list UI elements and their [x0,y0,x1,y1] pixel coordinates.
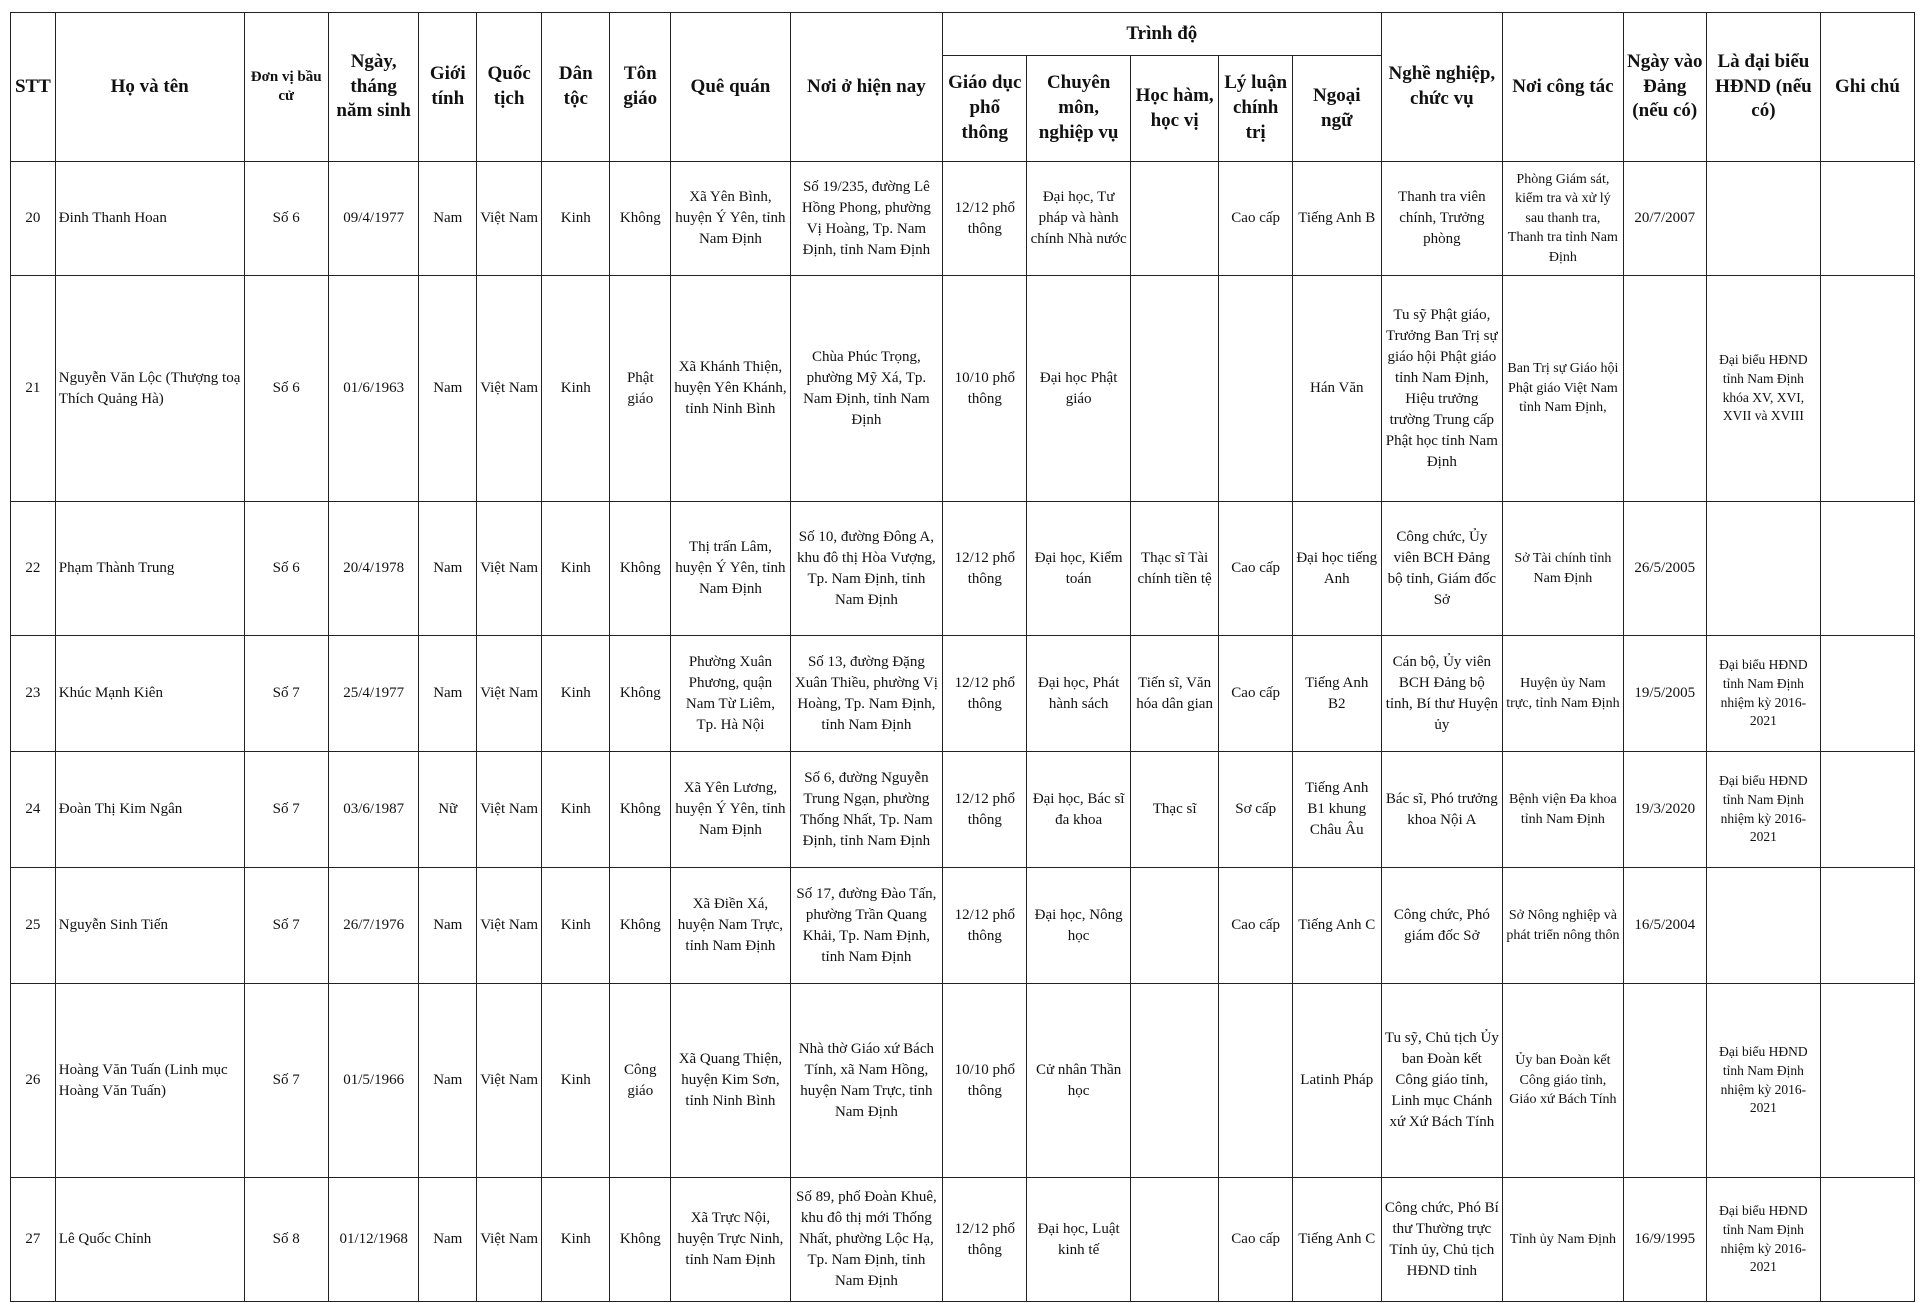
cell-gioi-tinh: Nam [419,636,477,752]
header-ngay-sinh: Ngày, tháng năm sinh [328,13,419,162]
cell-dai-bieu: Đại biểu HĐND tỉnh Nam Định nhiệm kỳ 2016-2021 [1706,752,1820,868]
cell-nghe-nghiep: Thanh tra viên chính, Trưởng phòng [1381,162,1503,276]
cell-que-quan: Xã Trực Nội, huyện Trực Ninh, tỉnh Nam Định [671,1178,790,1302]
cell-ngoai-ngu: Hán Văn [1292,276,1381,502]
cell-dai-bieu: Đại biểu HĐND tỉnh Nam Định khóa XV, XVI, XVII và XVIII [1706,276,1820,502]
cell-ngay-sinh: 20/4/1978 [328,502,419,636]
candidate-table [10,12,1915,1302]
cell-noi-cong-tac: Tỉnh ủy Nam Định [1503,1178,1624,1302]
cell-ngay-sinh: 25/4/1977 [328,636,419,752]
cell-nghe-nghiep: Công chức, Phó giám đốc Sở [1381,868,1503,984]
cell-don-vi: Số 7 [244,636,328,752]
header-ton-giao: Tôn giáo [610,13,671,162]
cell-ngay-vao-dang [1623,984,1706,1178]
cell-ho-ten: Đinh Thanh Hoan [55,162,244,276]
cell-dan-toc: Kinh [542,1178,610,1302]
cell-stt: 26 [11,984,56,1178]
cell-gioi-tinh: Nam [419,984,477,1178]
cell-stt: 20 [11,162,56,276]
cell-dan-toc: Kinh [542,636,610,752]
cell-ly-luan: Cao cấp [1219,502,1293,636]
cell-ngoai-ngu: Latinh Pháp [1292,984,1381,1178]
cell-dai-bieu: Đại biểu HĐND tỉnh Nam Định nhiệm kỳ 2016-2021 [1706,1178,1820,1302]
cell-don-vi: Số 6 [244,502,328,636]
cell-noi-o: Nhà thờ Giáo xứ Bách Tính, xã Nam Hồng, huyện Nam Trực, tỉnh Nam Định [790,984,943,1178]
cell-chuyen-mon: Đại học, Tư pháp và hành chính Nhà nước [1027,162,1130,276]
table-row [11,984,1915,1178]
cell-giao-duc: 12/12 phổ thông [943,868,1027,984]
cell-dan-toc: Kinh [542,502,610,636]
cell-que-quan: Xã Yên Bình, huyện Ý Yên, tỉnh Nam Định [671,162,790,276]
cell-quoc-tich: Việt Nam [477,752,542,868]
cell-ngoai-ngu: Tiếng Anh B2 [1292,636,1381,752]
header-quoc-tich: Quốc tịch [477,13,542,162]
cell-chuyen-mon: Đại học, Kiểm toán [1027,502,1130,636]
cell-ho-ten: Phạm Thành Trung [55,502,244,636]
header-ho-ten: Họ và tên [55,13,244,162]
header-gioi-tinh: Giới tính [419,13,477,162]
header-stt: STT [11,13,56,162]
cell-ly-luan: Cao cấp [1219,162,1293,276]
cell-ton-giao: Không [610,868,671,984]
header-ghi-chu: Ghi chú [1820,13,1914,162]
cell-ngay-vao-dang: 19/3/2020 [1623,752,1706,868]
cell-ngay-vao-dang [1623,276,1706,502]
header-hoc-ham: Học hàm, học vị [1130,56,1219,162]
header-giao-duc: Giáo dục phổ thông [943,56,1027,162]
cell-stt: 23 [11,636,56,752]
table-row [11,1178,1915,1302]
header-que-quan: Quê quán [671,13,790,162]
cell-don-vi: Số 8 [244,1178,328,1302]
cell-dan-toc: Kinh [542,162,610,276]
cell-ngay-sinh: 01/12/1968 [328,1178,419,1302]
header-nghe-nghiep: Nghề nghiệp, chức vụ [1381,13,1503,162]
cell-noi-cong-tac: Phòng Giám sát, kiểm tra và xử lý sau thanh tra, Thanh tra tỉnh Nam Định [1503,162,1624,276]
table-row [11,868,1915,984]
cell-stt: 21 [11,276,56,502]
cell-quoc-tich: Việt Nam [477,276,542,502]
cell-gioi-tinh: Nam [419,868,477,984]
cell-stt: 27 [11,1178,56,1302]
table-row [11,636,1915,752]
cell-ton-giao: Công giáo [610,984,671,1178]
cell-ghi-chu [1820,276,1914,502]
cell-nghe-nghiep: Tu sỹ Phật giáo, Trưởng Ban Trị sự giáo hội Phật giáo tỉnh Nam Định, Hiệu trưởng trường Trung cấp Phật học tỉnh Nam Định [1381,276,1503,502]
cell-que-quan: Xã Quang Thiện, huyện Kim Sơn, tỉnh Ninh Bình [671,984,790,1178]
cell-dan-toc: Kinh [542,752,610,868]
table-row [11,752,1915,868]
cell-ghi-chu [1820,162,1914,276]
cell-dai-bieu [1706,162,1820,276]
cell-gioi-tinh: Nam [419,1178,477,1302]
cell-ngay-sinh: 09/4/1977 [328,162,419,276]
cell-noi-o: Số 10, đường Đông A, khu đô thị Hòa Vượng, Tp. Nam Định, tỉnh Nam Định [790,502,943,636]
cell-ly-luan: Sơ cấp [1219,752,1293,868]
cell-don-vi: Số 7 [244,984,328,1178]
cell-ton-giao: Không [610,502,671,636]
cell-giao-duc: 12/12 phổ thông [943,162,1027,276]
cell-giao-duc: 12/12 phổ thông [943,1178,1027,1302]
cell-giao-duc: 10/10 phổ thông [943,276,1027,502]
cell-hoc-ham [1130,868,1219,984]
cell-don-vi: Số 6 [244,276,328,502]
cell-ngoai-ngu: Tiếng Anh C [1292,1178,1381,1302]
cell-nghe-nghiep: Bác sĩ, Phó trưởng khoa Nội A [1381,752,1503,868]
cell-ton-giao: Không [610,636,671,752]
cell-noi-o: Số 6, đường Nguyễn Trung Ngạn, phường Thống Nhất, Tp. Nam Định, tỉnh Nam Định [790,752,943,868]
header-noi-o: Nơi ở hiện nay [790,13,943,162]
header-ngay-vao-dang: Ngày vào Đảng (nếu có) [1623,13,1706,162]
cell-noi-cong-tac: Sở Tài chính tỉnh Nam Định [1503,502,1624,636]
cell-noi-o: Số 19/235, đường Lê Hồng Phong, phường Vị Hoàng, Tp. Nam Định, tỉnh Nam Định [790,162,943,276]
cell-chuyen-mon: Đại học, Bác sĩ đa khoa [1027,752,1130,868]
cell-hoc-ham: Tiến sĩ, Văn hóa dân gian [1130,636,1219,752]
table-header [11,13,1915,162]
cell-dai-bieu: Đại biểu HĐND tỉnh Nam Định nhiệm kỳ 2016-2021 [1706,984,1820,1178]
cell-quoc-tich: Việt Nam [477,1178,542,1302]
cell-hoc-ham [1130,276,1219,502]
cell-ghi-chu [1820,502,1914,636]
cell-noi-cong-tac: Ban Trị sự Giáo hội Phật giáo Việt Nam tỉnh Nam Định, [1503,276,1624,502]
cell-hoc-ham: Thạc sĩ [1130,752,1219,868]
cell-quoc-tich: Việt Nam [477,502,542,636]
cell-giao-duc: 12/12 phổ thông [943,752,1027,868]
cell-ngay-vao-dang: 19/5/2005 [1623,636,1706,752]
cell-ngay-sinh: 01/5/1966 [328,984,419,1178]
cell-ghi-chu [1820,868,1914,984]
cell-ngoai-ngu: Tiếng Anh B1 khung Châu Âu [1292,752,1381,868]
cell-gioi-tinh: Nam [419,276,477,502]
header-noi-cong-tac: Nơi công tác [1503,13,1624,162]
cell-quoc-tich: Việt Nam [477,868,542,984]
cell-chuyen-mon: Đại học, Nông học [1027,868,1130,984]
cell-ngay-vao-dang: 26/5/2005 [1623,502,1706,636]
cell-ton-giao: Không [610,752,671,868]
cell-ngoai-ngu: Tiếng Anh B [1292,162,1381,276]
cell-que-quan: Xã Khánh Thiện, huyện Yên Khánh, tỉnh Ninh Bình [671,276,790,502]
table-row [11,276,1915,502]
cell-ngay-sinh: 26/7/1976 [328,868,419,984]
header-trinh-do: Trình độ [943,13,1381,56]
cell-noi-o: Chùa Phúc Trọng, phường Mỹ Xá, Tp. Nam Định, tỉnh Nam Định [790,276,943,502]
cell-nghe-nghiep: Tu sỹ, Chủ tịch Ủy ban Đoàn kết Công giáo tỉnh, Linh mục Chánh xứ Xứ Bách Tính [1381,984,1503,1178]
cell-gioi-tinh: Nam [419,502,477,636]
cell-gioi-tinh: Nữ [419,752,477,868]
cell-ngay-sinh: 01/6/1963 [328,276,419,502]
cell-ly-luan: Cao cấp [1219,868,1293,984]
cell-ho-ten: Nguyễn Sinh Tiến [55,868,244,984]
cell-chuyen-mon: Đại học, Phát hành sách [1027,636,1130,752]
cell-nghe-nghiep: Công chức, Ủy viên BCH Đảng bộ tỉnh, Giám đốc Sở [1381,502,1503,636]
cell-ngoai-ngu: Đại học tiếng Anh [1292,502,1381,636]
cell-noi-o: Số 89, phố Đoàn Khuê, khu đô thị mới Thống Nhất, phường Lộc Hạ, Tp. Nam Định, tỉnh Nam Định [790,1178,943,1302]
cell-dai-bieu: Đại biểu HĐND tỉnh Nam Định nhiệm kỳ 2016-2021 [1706,636,1820,752]
cell-giao-duc: 12/12 phổ thông [943,636,1027,752]
header-don-vi: Đơn vị bầu cử [244,13,328,162]
cell-ho-ten: Đoàn Thị Kim Ngân [55,752,244,868]
cell-ly-luan: Cao cấp [1219,636,1293,752]
cell-ngay-vao-dang: 20/7/2007 [1623,162,1706,276]
cell-dan-toc: Kinh [542,276,610,502]
table-row [11,502,1915,636]
cell-que-quan: Xã Điền Xá, huyện Nam Trực, tỉnh Nam Định [671,868,790,984]
cell-que-quan: Phường Xuân Phương, quận Nam Từ Liêm, Tp. Hà Nội [671,636,790,752]
cell-noi-cong-tac: Ủy ban Đoàn kết Công giáo tỉnh, Giáo xứ Bách Tính [1503,984,1624,1178]
cell-don-vi: Số 7 [244,868,328,984]
cell-chuyen-mon: Cử nhân Thần học [1027,984,1130,1178]
cell-quoc-tich: Việt Nam [477,636,542,752]
cell-gioi-tinh: Nam [419,162,477,276]
cell-ghi-chu [1820,1178,1914,1302]
cell-ngoai-ngu: Tiếng Anh C [1292,868,1381,984]
header-ngoai-ngu: Ngoại ngữ [1292,56,1381,162]
cell-giao-duc: 10/10 phổ thông [943,984,1027,1178]
cell-stt: 24 [11,752,56,868]
cell-ngay-vao-dang: 16/9/1995 [1623,1178,1706,1302]
cell-chuyen-mon: Đại học Phật giáo [1027,276,1130,502]
cell-ho-ten: Lê Quốc Chỉnh [55,1178,244,1302]
cell-ho-ten: Khúc Mạnh Kiên [55,636,244,752]
cell-noi-o: Số 13, đường Đặng Xuân Thiều, phường Vị Hoàng, Tp. Nam Định, tỉnh Nam Định [790,636,943,752]
cell-ghi-chu [1820,984,1914,1178]
cell-nghe-nghiep: Công chức, Phó Bí thư Thường trực Tỉnh ủy, Chủ tịch HĐND tỉnh [1381,1178,1503,1302]
cell-que-quan: Xã Yên Lương, huyện Ý Yên, tỉnh Nam Định [671,752,790,868]
cell-que-quan: Thị trấn Lâm, huyện Ý Yên, tỉnh Nam Định [671,502,790,636]
table-row [11,162,1915,276]
cell-noi-cong-tac: Sở Nông nghiệp và phát triển nông thôn [1503,868,1624,984]
cell-ngay-vao-dang: 16/5/2004 [1623,868,1706,984]
cell-noi-cong-tac: Bệnh viện Đa khoa tỉnh Nam Định [1503,752,1624,868]
cell-stt: 22 [11,502,56,636]
cell-dan-toc: Kinh [542,868,610,984]
cell-ton-giao: Không [610,162,671,276]
cell-ghi-chu [1820,636,1914,752]
cell-don-vi: Số 6 [244,162,328,276]
cell-ho-ten: Hoàng Văn Tuấn (Linh mục Hoàng Văn Tuấn) [55,984,244,1178]
cell-giao-duc: 12/12 phổ thông [943,502,1027,636]
header-dan-toc: Dân tộc [542,13,610,162]
cell-stt: 25 [11,868,56,984]
cell-ghi-chu [1820,752,1914,868]
cell-quoc-tich: Việt Nam [477,162,542,276]
table-body [11,162,1915,1302]
cell-dai-bieu [1706,502,1820,636]
cell-hoc-ham [1130,984,1219,1178]
header-ly-luan: Lý luận chính trị [1219,56,1293,162]
cell-hoc-ham [1130,162,1219,276]
cell-ly-luan [1219,276,1293,502]
cell-ton-giao: Không [610,1178,671,1302]
cell-hoc-ham: Thạc sĩ Tài chính tiền tệ [1130,502,1219,636]
cell-chuyen-mon: Đại học, Luật kinh tế [1027,1178,1130,1302]
cell-ly-luan: Cao cấp [1219,1178,1293,1302]
cell-noi-o: Số 17, đường Đào Tấn, phường Trần Quang Khải, Tp. Nam Định, tỉnh Nam Định [790,868,943,984]
cell-dan-toc: Kinh [542,984,610,1178]
cell-ngay-sinh: 03/6/1987 [328,752,419,868]
cell-ly-luan [1219,984,1293,1178]
cell-hoc-ham [1130,1178,1219,1302]
header-dai-bieu: Là đại biểu HĐND (nếu có) [1706,13,1820,162]
cell-don-vi: Số 7 [244,752,328,868]
cell-ton-giao: Phật giáo [610,276,671,502]
cell-noi-cong-tac: Huyện ủy Nam trực, tỉnh Nam Định [1503,636,1624,752]
cell-dai-bieu [1706,868,1820,984]
cell-ho-ten: Nguyễn Văn Lộc (Thượng toạ Thích Quảng Hà) [55,276,244,502]
header-chuyen-mon: Chuyên môn, nghiệp vụ [1027,56,1130,162]
cell-nghe-nghiep: Cán bộ, Ủy viên BCH Đảng bộ tỉnh, Bí thư Huyện ủy [1381,636,1503,752]
cell-quoc-tich: Việt Nam [477,984,542,1178]
